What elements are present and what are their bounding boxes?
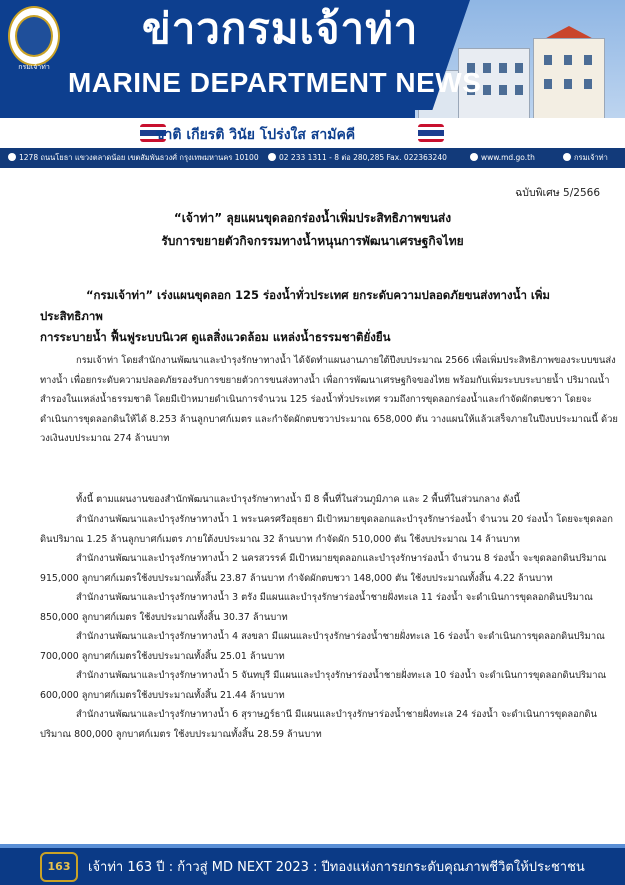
phone: 02 233 1311 - 8 ต่อ 280,285 Fax. 022363240 xyxy=(268,148,447,168)
anniversary-number: 163 xyxy=(47,860,71,873)
contact-bar xyxy=(0,148,625,168)
facebook-link[interactable]: กรมเจ้าท่า xyxy=(563,148,608,168)
website-link[interactable]: www.md.go.th xyxy=(470,148,535,168)
office-paragraph: สำนักงานพัฒนาและบำรุงรักษาทางน้ำ 3 ตรัง มีแผนและบำรุงรักษาร่องน้ำชายฝั่งทะเล 11 ร่องน้ำ จะดำเนินการขุดลอกดินปริมาณ 850,000 ลูกบาศก์เมตร ใช้งบประมาณทั้งสิ้น 30.37 ล้านบาท xyxy=(40,592,593,623)
office-paragraph: สำนักงานพัฒนาและบำรุงรักษาทางน้ำ 5 จันทบุรี มีแผนและบำรุงรักษาร่องน้ำชายฝั่งทะเล 10 ร่องน้ำ จะดำเนินการขุดลอกดินปริมาณ 600,000 ลูกบาศก์เมตรใช้งบประมาณทั้งสิ้น 21.44 ล้านบาท xyxy=(40,670,607,701)
office-paragraph: สำนักงานพัฒนาและบำรุงรักษาทางน้ำ 4 สงขลา มีแผนและบำรุงรักษาร่องน้ำชายฝั่งทะเล 16 ร่องน้ำ จะดำเนินการขุดลอกดินปริมาณ 700,000 ลูกบาศก์เมตรใช้งบประมาณทั้งสิ้น 25.01 ล้านบาท xyxy=(40,631,605,662)
marine-department-logo xyxy=(8,6,60,66)
address: 1278 ถนนโยธา แขวงตลาดน้อย เขตสัมพันธวงศ์ กรุงเทพมหานคร 10100 xyxy=(8,148,259,168)
overview-paragraph: ทั้งนี้ ตามแผนงานของสำนักพัฒนาและบำรุงรักษาทางน้ำ มี 8 พื้นที่ในส่วนภูมิภาค และ 2 พื้นที่ในส่วนกลาง ดังนี้ xyxy=(76,494,520,505)
footer-slogan: เจ้าท่า 163 ปี : ก้าวสู่ MD NEXT 2023 : ปีทองแห่งการยกระดับคุณภาพชีวิตให้ประชาชน xyxy=(88,860,585,875)
phone-icon xyxy=(268,153,276,161)
subheadline xyxy=(40,285,610,348)
globe-icon xyxy=(470,153,478,161)
headline-line-2: รับการขยายตัวกิจกรรมทางน้ำหนุนการพัฒนาเศรษฐกิจไทย xyxy=(161,234,464,248)
subheadline-line-2: การระบายน้ำ ฟื้นฟูระบบนิเวศ ดูแลสิ่งแวดล้อม แหล่งน้ำธรรมชาติยั่งยืน xyxy=(40,330,391,344)
intro-paragraph: กรมเจ้าท่า โดยสำนักงานพัฒนาและบำรุงรักษาทางน้ำ ได้จัดทำแผนงานภายใต้ปีงบประมาณ 2566 เพื่อเพิ่มประสิทธิภาพของระบบขนส่งทางน้ำ เพื่อยกระดับความปลอดภัยรองรับการขยายตัวการขนส่งทางน้ำ เพื่อการพัฒนาเศรษฐกิจของไทย พร้อมกับเพิ่มระบบระบายน้ำ ปริมาณน้ำสำรองในแหล่งน้ำธรรมชาติ โดยมีเป้าหมายดำเนินการจำนวน 125 ร่องน้ำทั่วประเทศ รวมถึงการขุดลอกร่องน้ำและกำจัดผักตบชวา โดยจะดำเนินการขุดลอกดินให้ได้ 8.253 ล้านลูกบาศก์เมตร และกำจัดผักตบชวาประมาณ 658,000 ตัน วางแผนให้แล้วเสร็จภายในปีงบประมาณนี้ ด้วยวงเงินงบประมาณ 274 ล้านบาท xyxy=(40,355,618,445)
issue-number: ฉบับพิเศษ 5/2566 xyxy=(515,187,600,199)
office-paragraph: สำนักงานพัฒนาและบำรุงรักษาทางน้ำ 6 สุราษฎร์ธานี มีแผนและบำรุงรักษาร่องน้ำชายฝั่งทะเล 24 ร่องน้ำ จะดำเนินการขุดลอกดินปริมาณ 800,000 ลูกบาศก์เมตร ใช้งบประมาณทั้งสิ้น 28.59 ล้านบาท xyxy=(40,709,597,740)
footer-banner xyxy=(0,844,625,885)
masthead-title-thai: ข่าวกรมเจ้าท่า xyxy=(142,4,419,53)
facebook-icon xyxy=(563,153,571,161)
anniversary-163-logo xyxy=(40,852,78,882)
motto: ชาติ เกียรติ วินัย โปร่งใส สามัคคี xyxy=(155,127,356,143)
location-pin-icon xyxy=(8,153,16,161)
office-paragraph: สำนักงานพัฒนาและบำรุงรักษาทางน้ำ 1 พระนครศรีอยุธยา มีเป้าหมายขุดลอกและบำรุงรักษาร่องน้ำ จำนวน 20 ร่องน้ำ โดยจะขุดลอกดินปริมาณ 1.25 ล้านลูกบาศก์เมตร ภายใต้งบประมาณ 32 ล้านบาท กำจัดผัก 510,000 ตัน ใช้งบประมาณ 14 ล้านบาท xyxy=(40,514,613,545)
headline-line-1: “เจ้าท่า” ลุยแผนขุดลอกร่องน้ำเพิ่มประสิทธิภาพขนส่ง xyxy=(173,211,452,225)
office-paragraph: สำนักงานพัฒนาและบำรุงรักษาทางน้ำ 2 นครสวรรค์ มีเป้าหมายขุดลอกและบำรุงรักษาร่องน้ำ จำนวน 8 ร่องน้ำ จะขุดลอกดินปริมาณ 915,000 ลูกบาศก์เมตรใช้งบประมาณทั้งสิ้น 23.87 ล้านบาท กำจัดผักตบชวา 148,000 ตัน ใช้งบประมาณทั้งสิ้น 4.22 ล้านบาท xyxy=(40,553,607,584)
masthead-title-english: MARINE DEPARTMENT NEWS xyxy=(68,67,482,98)
logo-caption: กรมเจ้าท่า xyxy=(18,63,50,71)
subheadline-line-1: “กรมเจ้าท่า” เร่งแผนขุดลอก 125 ร่องน้ำทั่วประเทศ ยกระดับความปลอดภัยขนส่งทางน้ำ เพิ่มประสิทธิภาพ xyxy=(40,288,550,323)
thai-flag-icon xyxy=(418,124,444,142)
